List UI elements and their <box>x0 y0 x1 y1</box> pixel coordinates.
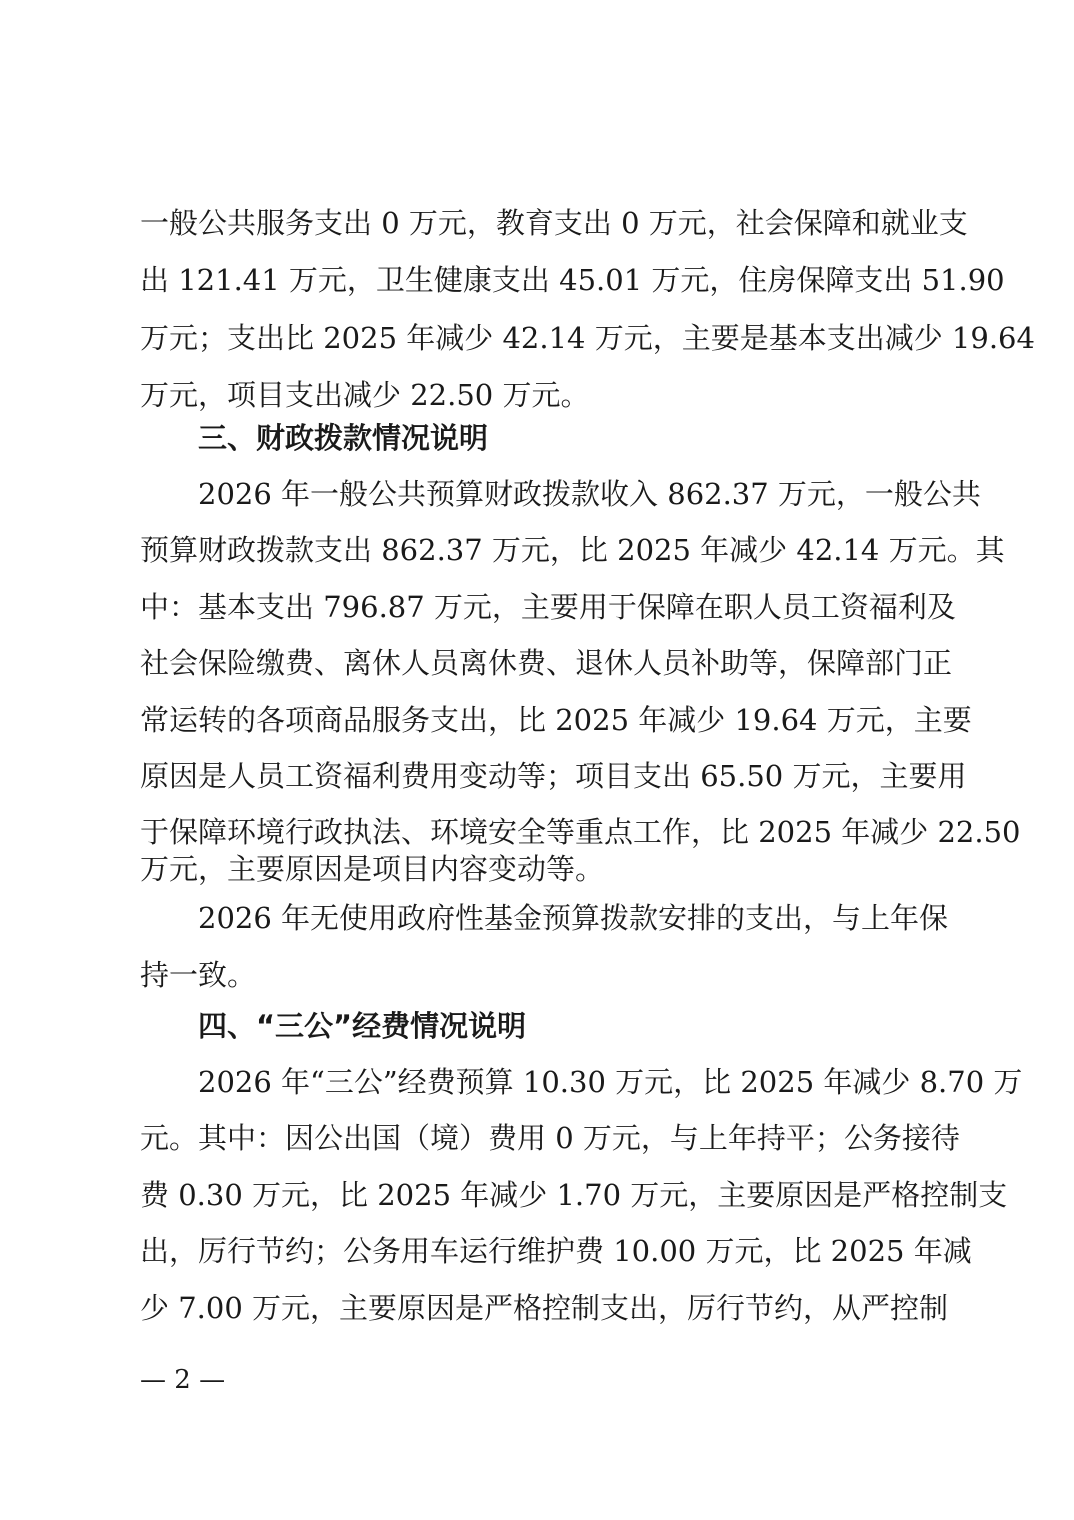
paragraph-2-line-3: 中：基本支出 796.87 万元，主要用于保障在职人员工资福利及 <box>140 590 956 624</box>
paragraph-4-line-5: 少 7.00 万元，主要原因是严格控制支出，厉行节约，从严控制 <box>140 1291 949 1325</box>
paragraph-4-line-2: 元。其中：因公出国（境）费用 0 万元，与上年持平；公务接待 <box>140 1121 960 1155</box>
paragraph-1-line-1: 一般公共服务支出 0 万元，教育支出 0 万元，社会保障和就业支 <box>140 206 968 240</box>
paragraph-2-line-8: 万元，主要原因是项目内容变动等。 <box>140 852 605 886</box>
section-3-heading: 三、财政拨款情况说明 <box>198 421 489 455</box>
paragraph-3-line-1: 2026 年无使用政府性基金预算拨款安排的支出，与上年保 <box>198 901 949 935</box>
paragraph-4-line-1: 2026 年“三公”经费预算 10.30 万元，比 2025 年减少 8.70 万 <box>198 1065 1023 1099</box>
paragraph-2-line-4: 社会保险缴费、离休人员离休费、退休人员补助等，保障部门正 <box>140 646 953 680</box>
page-number: — 2 — <box>140 1365 226 1395</box>
section-4-heading: 四、“三公”经费情况说明 <box>198 1009 527 1043</box>
paragraph-2-line-7: 于保障环境行政执法、环境安全等重点工作，比 2025 年减少 22.50 <box>140 815 1021 849</box>
paragraph-2-line-2: 预算财政拨款支出 862.37 万元，比 2025 年减少 42.14 万元。其 <box>140 533 1005 567</box>
paragraph-2-line-6: 原因是人员工资福利费用变动等；项目支出 65.50 万元，主要用 <box>140 759 967 793</box>
paragraph-4-line-4: 出，厉行节约；公务用车运行维护费 10.00 万元，比 2025 年减 <box>140 1234 972 1268</box>
paragraph-2-line-5: 常运转的各项商品服务支出，比 2025 年减少 19.64 万元，主要 <box>140 703 972 737</box>
paragraph-2-line-1: 2026 年一般公共预算财政拨款收入 862.37 万元，一般公共 <box>198 477 981 511</box>
paragraph-4-line-3: 费 0.30 万元，比 2025 年减少 1.70 万元，主要原因是严格控制支 <box>140 1178 1008 1212</box>
paragraph-1-line-4: 万元，项目支出减少 22.50 万元。 <box>140 378 590 412</box>
paragraph-1-line-2: 出 121.41 万元，卫生健康支出 45.01 万元，住房保障支出 51.90 <box>140 263 1005 297</box>
paragraph-3-line-2: 持一致。 <box>140 958 257 992</box>
paragraph-1-line-3: 万元；支出比 2025 年减少 42.14 万元，主要是基本支出减少 19.64 <box>140 321 1035 355</box>
